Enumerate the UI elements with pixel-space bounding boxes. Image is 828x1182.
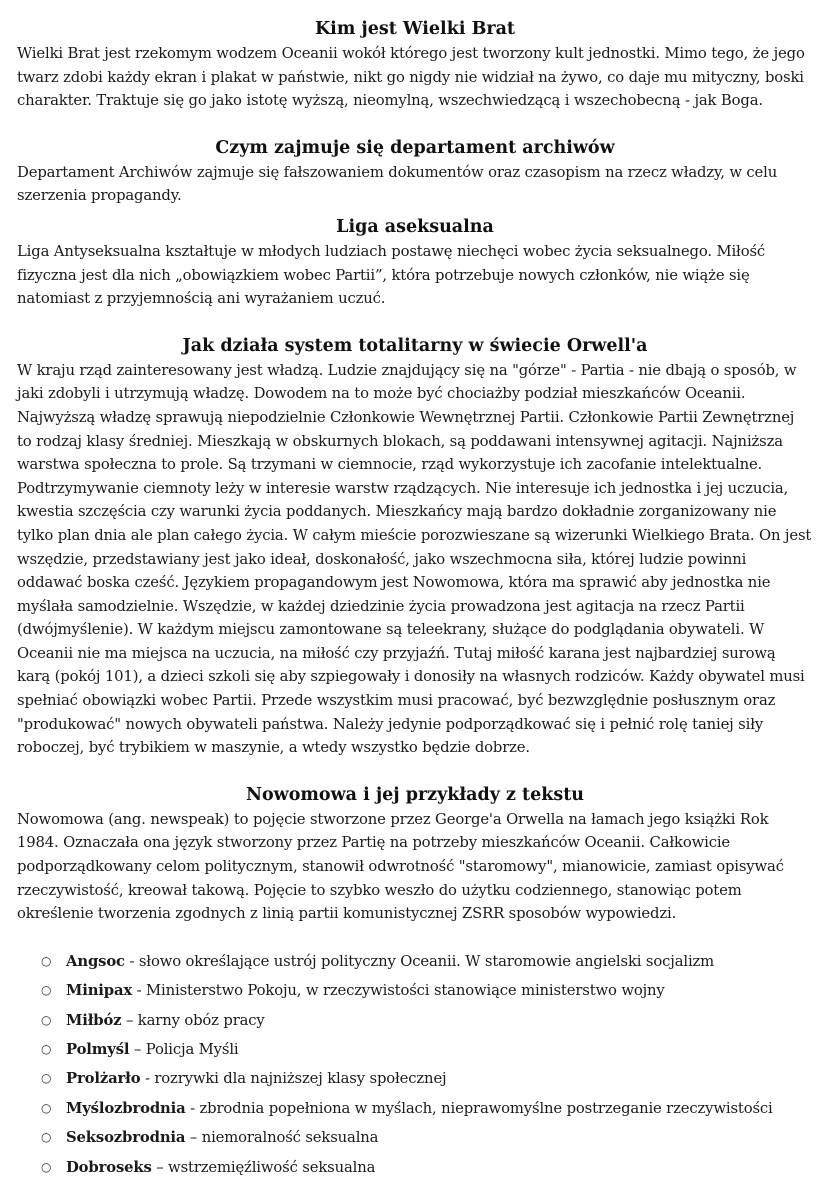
list-item	[17, 1006, 813, 1035]
section-body: Wielki Brat jest rzekomym wodzem Oceanii wokół którego jest tworzony kult jednostki. Mimo tego, że jego twarz zdobi każdy ekran i plakat w państwie, nikt go nigdy nie widział na żywo, co daje mu mityczny, boski charakter. Traktuje się go jako istotę wyższą, nieomylną, wszechwiedzącą i wszechobecną - jak Boga.	[17, 45, 805, 110]
section-title: Liga aseksualna	[336, 216, 494, 237]
section-body: W kraju rząd zainteresowany jest władzą. Ludzie znajdujący się na "górze" - Partia - nie dbają o sposób, w jaki zdobyli i utrzymują władzę. Dowodem na to może być chociażby podział mieszkańców Oceanii. Najwyższą władzę sprawują niepodzielnie Członkowie Wewnętrznej Partii. Członkowie Partii Zewnętrznej to rodzaj klasy średniej. Mieszkają w obskurnych blokach, są poddawani intensywnej agitacji. Najniższa warstwa społeczna to prole. Są trzymani w ciemnocie, rząd wykorzystuje ich zacofanie intelektualne. Podtrzymywanie ciemnoty leży w interesie warstw rządzących. Nie interesuje ich jednostka i jej uczucia, kwestia szczęścia czy warunki życia poddanych. Mieszkańcy mają bardzo dokładnie zorganizowany nie tylko plan dnia ale plan całego życia. W całym mieście porozwieszane są wizerunki Wielkiego Brata. On jest wszędzie, przedstawiany jest jako ideał, doskonałość, jako wszechmocna siła, której ludzie powinni oddawać boska cześć. Językiem propagandowym jest Nowomowa, która ma sprawić aby jednostka nie myślała samodzielnie. Wszędzie, w każdej dziedzinie życia prowadzona jest agitacja na rzecz Partii (dwójmyślenie). W każdym miejscu zamontowane są teleekrany, służące do podglądania obywateli. W Oceanii nie ma miejsca na uczucia, na miłość czy przyjaźń. Tutaj miłość karana jest najbardziej surową karą (pokój 101), a dzieci szkoli się aby szpiegowały i donosiły na własnych rodziców. Każdy obywatel musi spełniać obowiązki wobec Partii. Przede wszystkim musi pracować, być bezwzględnie posłusznym oraz "produkować" nowych obywateli państwa. Należy jedynie podporządkować się i pełnić rolę taniej siły roboczej, być trybikiem w maszynie, a wtedy wszystko będzie dobrze.	[17, 361, 812, 757]
section-title: Kim jest Wielki Brat	[314, 19, 516, 39]
hollow-circle-bullet-icon: ○	[41, 1100, 52, 1115]
hollow-circle-bullet-icon: ○	[41, 1159, 52, 1174]
hollow-circle-bullet-icon: ○	[41, 1012, 52, 1027]
term-name: Dobroseks	[66, 1158, 152, 1176]
term-definition: – Policja Myśli	[129, 1041, 239, 1059]
term-definition: - rozrywki dla najniższej klasy społecznej	[140, 1070, 447, 1088]
term-name: Seksozbrodnia	[66, 1129, 186, 1147]
term-name: Miłbóz	[66, 1011, 122, 1029]
term-name: Myślozbrodnia	[66, 1099, 186, 1117]
section-body: Nowomowa (ang. newspeak) to pojęcie stworzone przez George'a Orwella na łamach jego książki Rok 1984. Oznaczała ona język stworzony przez Partię na potrzeby mieszkańców Oceanii. Całkowicie podporządkowany celom politycznym, stanowił odwrotność "staromowy", mianowicie, zamiast opisywać rzeczywistość, kreował takową. Pojęcie to szybko weszło do użytku codziennego, stanowiąc potem określenie tworzenia zgodnych z linią partii komunistycznej ZSRR sposobów wypowiedzi.	[17, 810, 784, 923]
section-totalitarian-system	[17, 333, 813, 760]
section-title: Czym zajmuje się departament archiwów	[215, 137, 615, 158]
term-definition: - zbrodnia popełniona w myślach, nieprawomyślne postrzeganie rzeczywistości	[185, 1099, 773, 1117]
list-item	[17, 1123, 813, 1152]
term-definition: – niemoralność seksualna	[185, 1129, 379, 1147]
section-records-department	[17, 135, 813, 208]
list-item	[17, 1094, 813, 1123]
list-item	[17, 947, 813, 976]
term-definition: - Ministerstwo Pokoju, w rzeczywistości stanowiące ministerstwo wojny	[132, 982, 665, 1000]
list-item	[17, 1064, 813, 1093]
hollow-circle-bullet-icon: ○	[41, 1130, 52, 1145]
section-newspeak	[17, 782, 813, 926]
term-definition: - słowo określające ustrój polityczny Oceanii. W staromowie angielski socjalizm	[124, 952, 715, 970]
newspeak-terms-list	[17, 947, 813, 1182]
hollow-circle-bullet-icon: ○	[41, 1071, 52, 1086]
list-item	[17, 1035, 813, 1064]
list-item	[17, 1153, 813, 1182]
hollow-circle-bullet-icon: ○	[41, 983, 52, 998]
hollow-circle-bullet-icon: ○	[41, 953, 52, 968]
hollow-circle-bullet-icon: ○	[41, 1042, 52, 1057]
document-page	[17, 16, 813, 1182]
term-name: Angsoc	[66, 952, 125, 970]
section-title: Jak działa system totalitarny w świecie Orwell'a	[182, 335, 648, 356]
section-body: Departament Archiwów zajmuje się fałszowaniem dokumentów oraz czasopism na rzecz władzy, w celu szerzenia propagandy.	[17, 163, 778, 205]
section-body: Liga Antyseksualna kształtuje w młodych ludziach postawę niechęci wobec życia seksualnego. Miłość fizyczna jest dla nich „obowiązkiem wobec Partii”, która potrzebuje nowych członków, nie wiąże się natomiast z przyjemnością ani wyrażaniem uczuć.	[17, 242, 766, 308]
term-name: Prolżarło	[66, 1070, 141, 1088]
term-name: Minipax	[66, 982, 133, 1000]
term-name: Polmyśl	[66, 1041, 130, 1059]
section-big-brother	[17, 16, 813, 113]
term-definition: – wstrzemięźliwość seksualna	[151, 1158, 376, 1176]
list-item	[17, 976, 813, 1005]
section-antisex-league	[17, 214, 813, 311]
term-definition: – karny obóz pracy	[121, 1011, 265, 1029]
section-title: Nowomowa i jej przykłady z tekstu	[245, 784, 584, 805]
